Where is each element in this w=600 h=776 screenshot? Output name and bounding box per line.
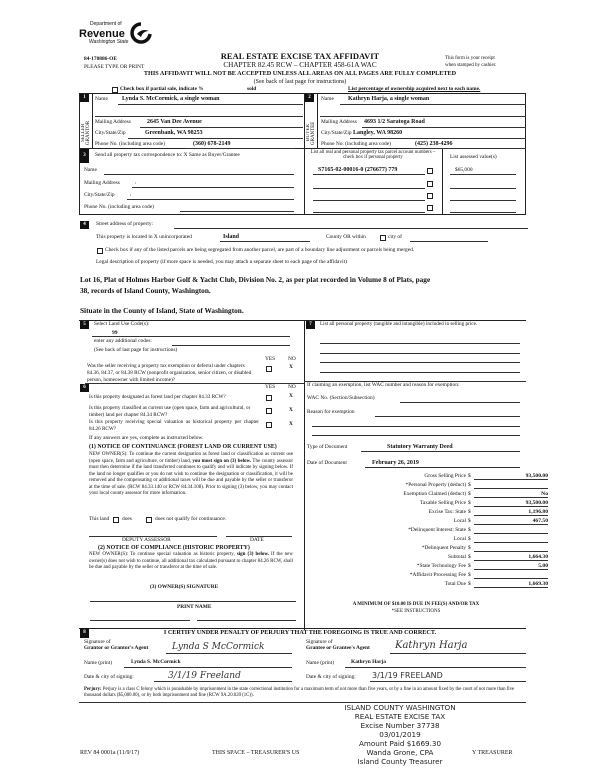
name-print-label: Name (print) xyxy=(84,660,112,666)
fee-row xyxy=(330,545,592,554)
fee-label: Exemption Claimed (deduct) xyxy=(403,491,466,497)
city-label: City/State/Zip xyxy=(95,130,126,136)
section-number: 8 xyxy=(80,628,89,638)
fee-value-field[interactable] xyxy=(474,545,548,552)
exemption-question: Was the seller receiving a property tax exemption or deferral under chapters 84.36, 84.37, or 84.38 RCW (nonprofit organization, senior citizen, or disabled person, homeowner with limited income)? xyxy=(87,363,252,383)
fee-label: *State Technology Fee xyxy=(416,563,466,569)
dollar-sign: $ xyxy=(468,554,471,560)
yes-checkbox[interactable] xyxy=(266,408,272,414)
owner-signature-label: (3) OWNER(S) SIGNATURE xyxy=(150,584,219,590)
field-line xyxy=(313,200,425,201)
field-line xyxy=(132,187,294,188)
corr-name-field[interactable] xyxy=(104,174,294,175)
receipt-note-1: This form is your receipt xyxy=(445,56,495,61)
fee-label: Local xyxy=(453,536,466,542)
see-back: (See back of last page for instructions) xyxy=(253,79,347,85)
field-line xyxy=(313,212,425,213)
historic-question: Is this property receiving special valuation as historical property per chapter 84.26 RCW? xyxy=(89,419,259,432)
field-line xyxy=(312,426,520,427)
field-line xyxy=(361,451,520,452)
seller-phone-field[interactable]: (360) 678-2149 xyxy=(193,141,231,147)
fee-value-field[interactable] xyxy=(474,527,548,534)
section-number: 2 xyxy=(305,94,314,102)
see-back-note: (See back of last page for instructions) xyxy=(94,347,178,353)
fee-label: Excise Tax: State xyxy=(428,509,466,515)
grantor-signature[interactable]: Lynda S McCormick xyxy=(172,642,265,652)
mailing-address-label: Mailing Address xyxy=(84,180,120,186)
no-answer[interactable]: X xyxy=(289,421,293,427)
personal-property-checkbox[interactable] xyxy=(427,181,433,187)
fee-row xyxy=(330,572,592,581)
parcel-header: List all real and personal property tax parcel account numbers – check box if personal property xyxy=(310,150,436,161)
field-line xyxy=(350,138,526,139)
partial-sale-label: Check box if partial sale, indicate % xyxy=(120,86,204,92)
sold-label: sold xyxy=(247,86,257,92)
notice-text: The county assessor must then determine if the land transferred continues to qualify and will indicate by signing below. If the land no longer qualifies or you do not wish to continue the designation or classification, it will be removed and the compensating or additional taxes will be due and payable by the seller or transferor at the time of sale. (RCW 84.33.140 or RCW 84.34.108). Prior to signing (3) below, you may contact your local county assessor for more information. xyxy=(89,458,293,496)
fee-label: *Delinquent Penalty xyxy=(421,545,466,551)
no-answer[interactable]: X xyxy=(289,393,293,399)
print-name-label: PRINT NAME xyxy=(177,604,212,610)
personal-property-field[interactable] xyxy=(320,362,520,363)
field-line xyxy=(128,138,303,139)
grantor-date-city-field[interactable]: 3/1/19 Freeland xyxy=(168,671,241,681)
field-line xyxy=(140,127,303,128)
personal-property-field[interactable] xyxy=(320,353,520,354)
no-answer[interactable]: X xyxy=(289,364,293,370)
fee-value-field[interactable] xyxy=(474,482,548,489)
form-warning: THIS AFFIDAVIT WILL NOT BE ACCEPTED UNLESS ALL AREAS ON ALL PAGES ARE FULLY COMPLETED xyxy=(143,70,457,77)
yes-checkbox[interactable] xyxy=(266,422,272,428)
fee-row xyxy=(330,518,592,527)
fee-label: Taxable Selling Price xyxy=(419,500,466,506)
field-line xyxy=(390,653,526,654)
seller-address-field[interactable]: 2645 Van Dee Avenue xyxy=(147,119,202,125)
certify-statement: I CERTIFY UNDER PENALTY OF PERJURY THAT THE FOREGOING IS TRUE AND CORRECT. xyxy=(163,629,437,636)
divider xyxy=(304,320,305,630)
dollar-sign: $ xyxy=(468,518,471,524)
county-or-label: County OR within xyxy=(326,234,366,240)
treasurer-space-label-end: Y TREASURER xyxy=(472,750,513,756)
dollar-sign: $ xyxy=(468,563,471,569)
notice-bold: you must sign on (3) below. xyxy=(192,458,252,464)
notice-continuance-title: (1) NOTICE OF CONTINUANCE (FOREST LAND OR CURRENT USE) xyxy=(89,444,277,450)
field-line xyxy=(312,435,520,436)
fee-value-field[interactable]: 93,500.00 xyxy=(474,500,548,507)
fee-label: Local xyxy=(453,518,466,524)
fee-row xyxy=(330,509,592,518)
receipt-note-2: when stamped by cashier. xyxy=(445,63,497,68)
section-number: 5 xyxy=(80,321,89,329)
field-line xyxy=(92,336,290,337)
grantee-signature[interactable]: Kathryn Harja xyxy=(395,640,468,651)
field-line xyxy=(313,174,425,175)
divider xyxy=(304,93,305,215)
mailing-address-label: Mailing Address xyxy=(321,119,357,125)
fee-label: *Personal Property (deduct) xyxy=(405,482,466,488)
stamp-excise-number: Excise Number 37738 xyxy=(360,721,440,730)
form-title: REAL ESTATE EXCISE TAX AFFIDAVIT xyxy=(220,51,380,61)
fee-row xyxy=(330,491,592,500)
phone-label: Phone No. (including area code) xyxy=(95,141,165,147)
grantor-agent-label: Grantor or Grantor's Agent xyxy=(84,645,149,651)
land-use-code-field[interactable]: 99 xyxy=(112,330,118,336)
revision-label: REV 84 0001a (11/9/17) xyxy=(80,750,140,756)
stamp-date: 03/01/2019 xyxy=(379,730,421,739)
field-line xyxy=(95,116,303,117)
fee-label: *Delinquent Interest: State xyxy=(408,527,466,533)
parcel-number-field[interactable]: S7165-02-00016-0 (276677) 779 xyxy=(318,167,398,173)
fee-value-field[interactable] xyxy=(474,536,548,543)
fee-row xyxy=(330,554,592,563)
stamp-line: Wanda Grone, CPA xyxy=(366,748,434,757)
fee-label: Subtotal xyxy=(448,554,466,560)
treasurer-stamp xyxy=(330,703,470,766)
type-of-document-field[interactable]: Statutory Warranty Deed xyxy=(387,444,453,450)
street-address-field[interactable] xyxy=(174,228,528,229)
legal-description-label: Legal description of property (if more space is needed, you may attach a separate sheet to each page of the affidavit) xyxy=(96,259,347,265)
logo-text-sub: Washington State xyxy=(89,39,129,45)
see-instructions-note: *SEE INSTRUCTIONS xyxy=(391,609,441,614)
date-city-label: Date & city of signing: xyxy=(306,674,356,680)
dollar-sign: $ xyxy=(468,545,471,551)
field-line xyxy=(340,104,526,105)
fee-value-field[interactable] xyxy=(474,572,548,579)
legal-description-line-1: Lot 16, Plat of Holmes Harbor Golf & Yacht Club, Division No. 2, as per plat recorded in Volume 8 of Plats, page xyxy=(80,275,431,284)
section-number: 6 xyxy=(80,384,89,392)
field-line xyxy=(185,148,295,149)
corr-address-field[interactable]: , xyxy=(135,179,137,185)
fee-row xyxy=(330,482,592,491)
if-any-note: If any answers are yes, complete as instructed below. xyxy=(89,435,204,441)
this-land-label: This land xyxy=(89,516,110,522)
name-print-label: Name (print) xyxy=(306,660,334,666)
fee-row xyxy=(330,527,592,536)
field-line xyxy=(166,653,292,654)
grantee-name-field[interactable]: Kathryn Harja xyxy=(351,659,386,665)
field-line xyxy=(345,667,526,668)
fee-label: Total Due xyxy=(444,581,466,587)
located-label: This property is located in X unincorporated xyxy=(96,234,192,240)
dollar-sign: $ xyxy=(468,536,471,542)
personal-property-checkbox[interactable] xyxy=(427,205,433,211)
no-answer[interactable]: X xyxy=(289,407,293,413)
field-line xyxy=(154,681,292,682)
personal-property-field[interactable] xyxy=(320,343,520,344)
field-line xyxy=(313,188,425,189)
signature-of-label: Signature of xyxy=(84,639,111,645)
mailing-address-label: Mailing Address xyxy=(95,119,131,125)
buyer-name-field[interactable]: Kathryn Harja, a single woman xyxy=(348,96,430,102)
field-line xyxy=(124,667,292,668)
print-name-field[interactable] xyxy=(197,620,296,621)
additional-codes-field[interactable] xyxy=(172,345,290,346)
name-label: Name xyxy=(321,96,334,102)
perjury-text: Perjury is a class C felony which is punishable by imprisonment in the state correctional institution for a maximum term of not more than five years, or by a fine in an amount fixed by the court of not more than five thousand dollars ($5,000.00), or by both imprisonment and fine (RCW 9A.20.020 (1C)). xyxy=(84,687,515,699)
dollar-sign: $ xyxy=(468,473,471,479)
date-of-document-field[interactable]: February 26, 2019 xyxy=(372,460,419,466)
dollar-sign: $ xyxy=(468,491,471,497)
dor-swirl-icon xyxy=(129,22,153,44)
form-chapter: CHAPTER 82.45 RCW – CHAPTER 458-61A WAC xyxy=(223,61,377,69)
phone-label: Phone No. (including area code) xyxy=(321,141,391,147)
does-label: does xyxy=(122,516,132,522)
dollar-sign: $ xyxy=(468,482,471,488)
fee-value-field[interactable]: 1,669.30 xyxy=(474,581,548,588)
section-number: 3 xyxy=(80,149,89,163)
section-number: 4 xyxy=(80,221,89,229)
yes-checkbox[interactable] xyxy=(266,366,272,372)
divider xyxy=(92,93,93,148)
county-field[interactable]: Island xyxy=(223,234,240,240)
notice-text: If the new owner(s) does not wish to continue, all additional tax calculated pursuant to chapter 84.26 RCW, shall be due and payable by the seller or transferor at the time of sale. xyxy=(89,552,293,570)
fee-row xyxy=(330,473,592,482)
corr-phone-field[interactable] xyxy=(180,211,294,212)
notice-text: NEW OWNER(S): To continue special valuation as historic property, xyxy=(89,552,235,557)
seller-city-field[interactable]: Greenbank, WA 98253 xyxy=(145,130,203,136)
form-number: 84-170886-OE xyxy=(84,56,117,62)
fee-row xyxy=(330,581,592,590)
legal-description-line-2: 38, records of Island County, Washington. xyxy=(80,286,211,295)
fee-label: *Affidavit Processing Fee xyxy=(409,572,466,578)
list-percentage-note: List percentage of ownership acquired next to each name. xyxy=(348,86,481,92)
forest-land-question: Is this property designated as forest land per chapter 84.33 RCW? xyxy=(89,394,226,400)
personal-property-checkbox[interactable] xyxy=(427,193,433,199)
additional-codes-label: enter any additional codes: xyxy=(94,338,152,344)
fee-row xyxy=(330,536,592,545)
seller-name-field[interactable]: Lynda S. McCormick, a single woman xyxy=(122,96,220,102)
deputy-assessor-label: DEPUTY ASSESSOR xyxy=(122,537,171,543)
segregated-label: Check box if any of the listed parcels are being segregated from another parcel, are part of a boundary line adjustment or parcels being merged. xyxy=(105,247,415,253)
fee-value-field[interactable]: 93,500.00 xyxy=(474,473,548,480)
fee-value-field[interactable]: 1,196.80 xyxy=(474,509,548,516)
divider xyxy=(442,148,443,215)
section-number: 7 xyxy=(306,321,315,329)
correspondence-label: Send all property tax correspondence to: X Same as Buyer/Grantee xyxy=(95,152,240,158)
fee-label: Gross Selling Price xyxy=(424,473,466,479)
field-line xyxy=(118,104,303,105)
city-label: City/State/Zip xyxy=(84,192,115,198)
date-city-label: Date & city of signing: xyxy=(84,674,134,680)
owner-signature-field[interactable] xyxy=(90,601,296,602)
field-line xyxy=(320,116,526,117)
buyer-phone-field[interactable]: (425) 238-4296 xyxy=(415,141,453,147)
within-city-checkbox[interactable] xyxy=(380,235,386,241)
dollar-sign: $ xyxy=(468,581,471,587)
reason-label: Reason for exemption xyxy=(307,409,355,415)
logo-text-main: Revenue xyxy=(79,28,125,40)
current-use-question: Is this property classified as current use (open space, farm and agricultural, or timber) land per chapter 84.34 RCW? xyxy=(89,405,251,418)
perjury-label: Perjury: xyxy=(84,687,102,692)
no-header: NO xyxy=(288,384,296,390)
date-of-document-label: Date of Document xyxy=(307,460,347,466)
notice-compliance-title: (2) NOTICE OF COMPLIANCE (HISTORIC PROPERTY) xyxy=(98,545,250,551)
field-line xyxy=(220,241,310,242)
fee-row xyxy=(330,563,592,572)
assessed-value-field[interactable]: $65,000 xyxy=(455,167,473,173)
buyer-city-field[interactable]: Langley, WA 98260 xyxy=(353,130,403,136)
does-not-label: does not qualify for continuance. xyxy=(155,516,227,522)
does-not-checkbox[interactable] xyxy=(146,517,152,523)
grantee-date-city-field[interactable]: 3/1/19 FREELAND xyxy=(372,671,443,680)
seller-side-label: SELLER GRANTOR xyxy=(81,120,91,146)
field-line xyxy=(362,127,526,128)
minimum-fee-note: A MINIMUM OF $10.00 IS DUE IN FEE(S) AND/OR TAX xyxy=(352,602,480,607)
assessed-header: List assessed value(s) xyxy=(450,154,497,160)
dollar-sign: $ xyxy=(468,500,471,506)
field-line xyxy=(365,467,520,468)
buyer-side-label: BUYER GRANTEE xyxy=(306,121,316,145)
stamp-amount-paid: Amount Paid $1669.30 xyxy=(358,739,442,748)
field-line xyxy=(410,148,526,149)
fee-value-field[interactable]: 467.50 xyxy=(474,518,548,525)
field-line xyxy=(450,174,516,175)
segregated-checkbox[interactable] xyxy=(97,248,103,254)
dollar-sign: $ xyxy=(468,509,471,515)
no-header: NO xyxy=(288,356,296,362)
fee-value-field[interactable]: 1,664.30 xyxy=(474,554,548,561)
type-of-document-label: Type of Document xyxy=(307,444,348,450)
field-line xyxy=(450,212,516,213)
wac-label: WAC No. (Section/Subsection) xyxy=(307,395,375,401)
notice-bold: sign (3) below. xyxy=(236,552,269,557)
name-label: Name xyxy=(95,96,108,102)
personal-property-label: List all personal property (tangible and intangible) included in selling price. xyxy=(320,321,478,327)
yes-checkbox[interactable] xyxy=(266,395,272,401)
personal-property-checkbox[interactable] xyxy=(427,168,433,174)
print-name-field[interactable] xyxy=(90,620,190,621)
signature-of-label: Signature of xyxy=(306,639,333,645)
field-line xyxy=(450,188,516,189)
stamp-line: Island County Treasurer xyxy=(357,757,443,766)
date-label: DATE xyxy=(250,537,264,543)
situate-line: Situate in the County of Island, State of Washington. xyxy=(80,306,244,315)
fee-row xyxy=(330,500,592,509)
city-of-field[interactable] xyxy=(410,241,488,242)
city-label: City/State/Zip xyxy=(321,130,352,136)
notice-text: NEW OWNER(S): To continue the current designation as forest land or classification as current use (open space, farm and agriculture, or timber) land, xyxy=(89,452,293,464)
dollar-sign: $ xyxy=(468,572,471,578)
treasurer-space-label: THIS SPACE – TREASURER'S US xyxy=(212,750,300,756)
land-use-label: Select Land Use Code(s): xyxy=(94,321,150,327)
street-address-label: Street address of property: xyxy=(96,221,154,227)
stamp-line: REAL ESTATE EXCISE TAX xyxy=(354,712,446,721)
logo-text-top: Department of xyxy=(90,21,122,27)
wac-field[interactable] xyxy=(400,402,520,403)
stamp-line: ISLAND COUNTY WASHINGTON xyxy=(344,703,456,712)
yes-header: YES xyxy=(265,384,276,390)
buyer-address-field[interactable]: 4693 1/2 Saratoga Road xyxy=(364,119,425,125)
name-label: Name xyxy=(84,167,97,173)
divider xyxy=(317,93,318,148)
personal-property-field[interactable] xyxy=(320,372,520,373)
grantor-name-field[interactable]: Lynda S. McCormick xyxy=(131,659,181,665)
city-of-label: city of xyxy=(388,234,402,240)
section-number: 1 xyxy=(80,94,89,102)
dollar-sign: $ xyxy=(468,527,471,533)
phone-label: Phone No. (including area code) xyxy=(84,204,154,210)
exemption-label: If claiming an exemption, list WAC number and reason for exemption: xyxy=(307,382,460,388)
please-type: PLEASE TYPE OR PRINT xyxy=(84,64,145,70)
yes-header: YES xyxy=(265,356,276,362)
does-checkbox[interactable] xyxy=(113,517,119,523)
corr-city-field[interactable]: , xyxy=(130,191,132,197)
grantee-agent-label: Grantee or Grantee's Agent xyxy=(306,645,370,651)
fee-value-field[interactable]: 5.00 xyxy=(474,563,548,570)
fee-value-field[interactable]: No xyxy=(474,491,548,498)
reason-field[interactable] xyxy=(375,416,520,417)
field-line xyxy=(127,199,294,200)
field-line xyxy=(450,200,516,201)
field-line xyxy=(370,681,526,682)
